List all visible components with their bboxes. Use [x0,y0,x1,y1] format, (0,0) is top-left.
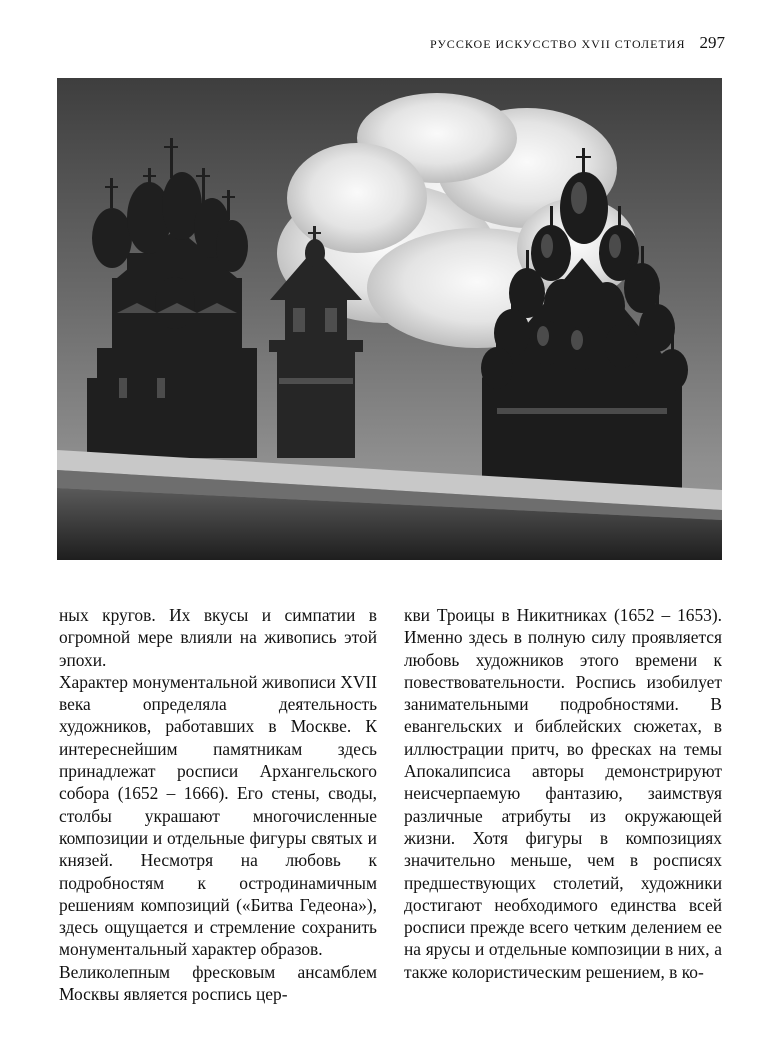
paragraph: ных кругов. Их вкусы и симпатии в огромной мере влияли на живопись этой эпохи. [59,605,377,670]
paragraph: Характер монументальной живописи XVII века определяла деятельность художников, работавших в Москве. К интереснейшим памятникам здесь принадлежат росписи Архангельского собора (1652 – 1666). Его стены, своды, столбы украшают многочисленные композиции и отдельные фигуры святых и князей. Несмотря на любовь к подробностям к остродинамичным решениям композиций («Битва Гедеона»), здесь ощущается и стремление сохранить монументальный характер образов. [59,671,377,960]
kizhi-churches-photograph [57,78,722,560]
paragraph: Великолепным фресковым ансамблем Москвы является роспись цер- [59,961,377,1005]
running-header [430,33,725,53]
page-number: 297 [699,33,725,52]
paragraph: кви Троицы в Никитниках (1652 – 1653). Именно здесь в полную силу проявляется любовь художников этого времени к повествовательности. Роспись изобилует занимательными подробностями. В евангельских и библейских сюжетах, в иллюстрации притч, во фресках на темы Апокалипсиса авторы демонстрируют неисчерпаемую фантазию, заимствуя различные атрибуты из окружающей жизни. Хотя фигуры в композициях значительно меньше, чем в росписях предшествующих столетий, художники достигают необходимого единства всей росписи прежде всего четким делением ее на ярусы и отдельные композиции в них, а также колористическим решением, в ко- [404,605,722,982]
left-column [59,604,377,1005]
right-column [404,604,722,983]
running-title: РУССКОЕ ИСКУССТВО XVII СТОЛЕТИЯ [429,37,686,51]
